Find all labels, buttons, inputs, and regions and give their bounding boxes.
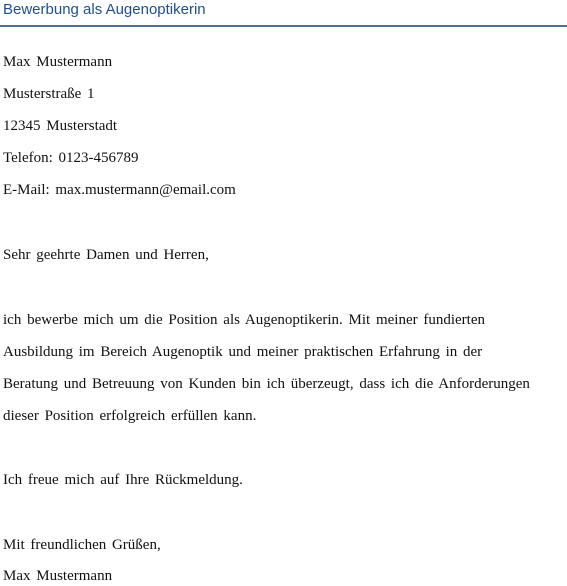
closing: Mit freundlichen Grüßen, [3, 537, 161, 553]
body-line: ich bewerbe mich um die Position als Augenoptikerin. Mit meiner fundierten [3, 312, 485, 328]
signature: Max Mustermann [3, 568, 113, 584]
closing-sentence: Ich freue mich auf Ihre Rückmeldung. [3, 472, 243, 488]
sender-email: E-Mail: max.mustermann@email.com [3, 182, 236, 198]
sender-name: Max Mustermann [3, 54, 113, 70]
sender-phone: Telefon: 0123-456789 [3, 150, 139, 166]
sender-city: 12345 Musterstadt [3, 118, 118, 134]
salutation: Sehr geehrte Damen und Herren, [3, 247, 209, 263]
body-line: dieser Position erfolgreich erfüllen kann. [3, 408, 257, 424]
title-divider [0, 25, 567, 27]
document-title: Bewerbung als Augenoptikerin [3, 1, 206, 18]
body-line: Ausbildung im Bereich Augenoptik und meiner praktischen Erfahrung in der [3, 344, 483, 360]
sender-street: Musterstraße 1 [3, 86, 95, 102]
body-line: Beratung und Betreuung von Kunden bin ich überzeugt, dass ich die Anforderungen [3, 376, 530, 392]
